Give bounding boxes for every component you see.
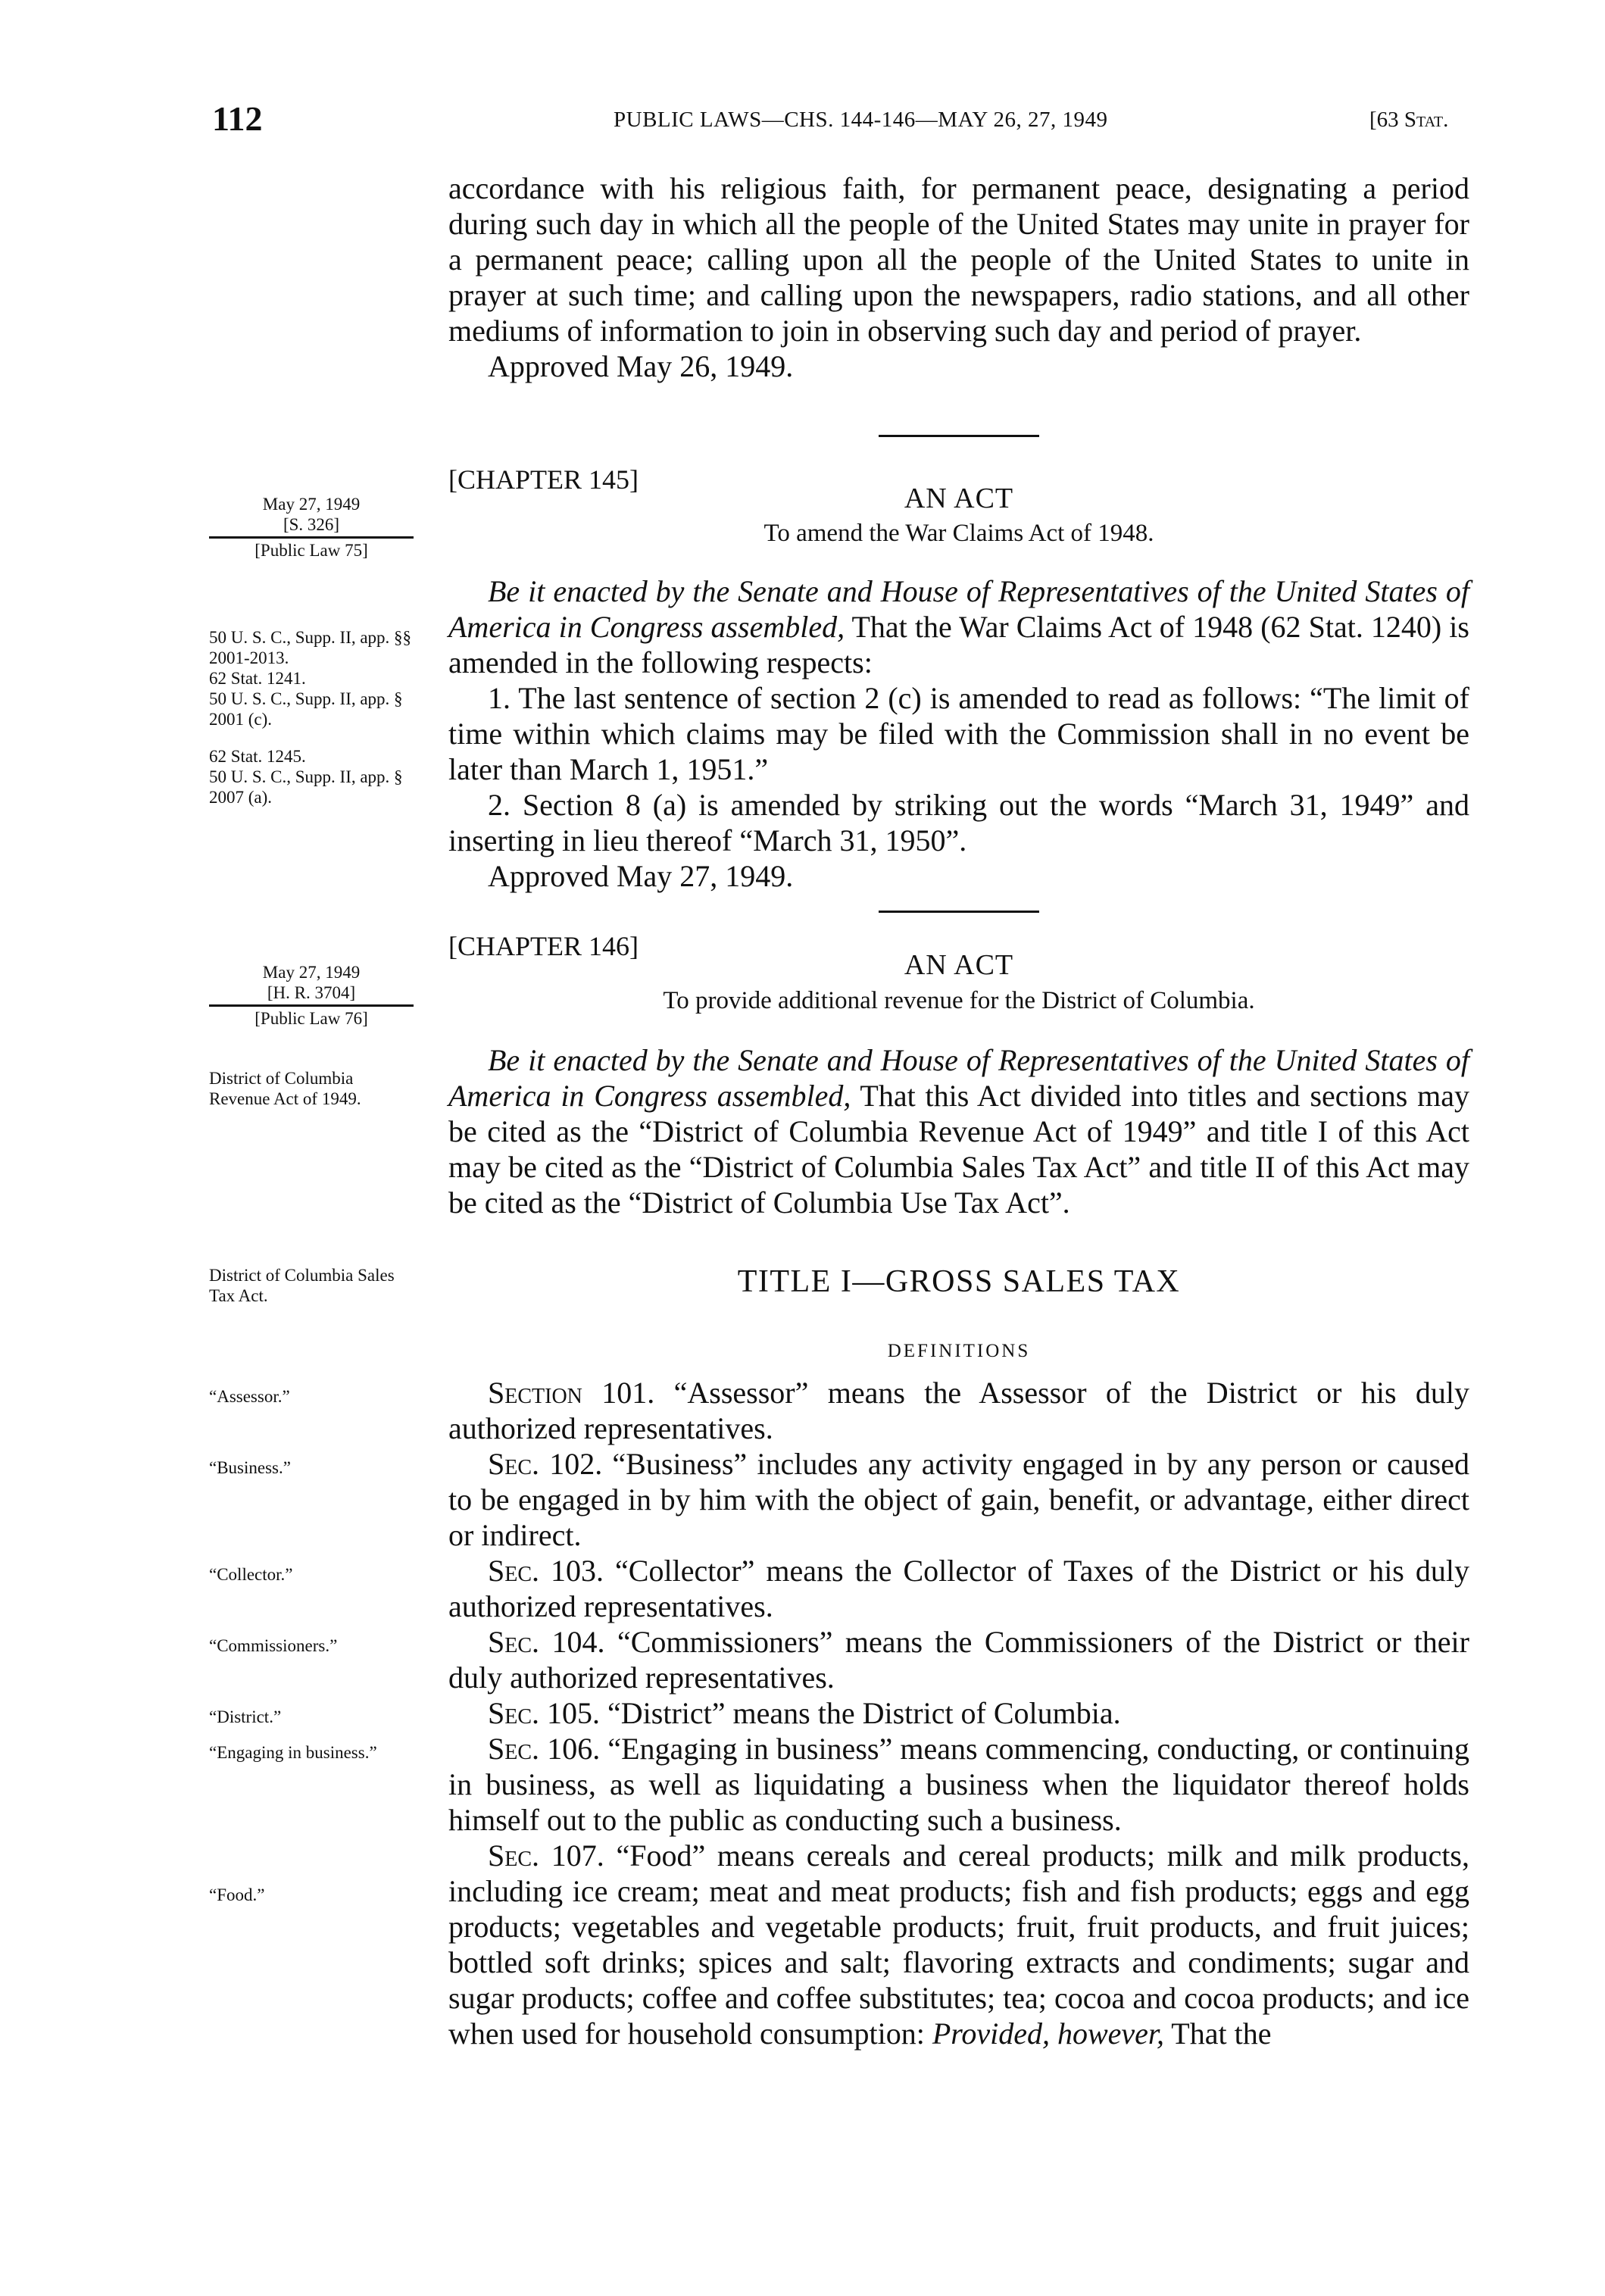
margin-note: District of Columbia Revenue Act of 1949. <box>209 1069 361 1108</box>
enacting-clause: Be it enacted by the Senate and House of Representatives of the United States of America in Congress assembled, That this Act divided into titles and sections may be cited as the “District of Columbia Revenue Act of 1949” and title I of this Act may be cited as the “District of Columbia Sales Tax Act” and title II of this Act may be cited as the “District of Columbia Use Tax Act”. <box>448 1043 1469 1220</box>
section-107: Sec. 107. “Food” means cereals and cereal products; milk and milk products, including ice cream; meat and meat products; fish and fish products; eggs and egg products; vegetables and vegetable products; fruit, fruit products, and fruit juices; bottled soft drinks; spices and salt; flavoring extracts and condiments; sugar and sugar products; coffee and coffee substitutes; tea; cocoa and cocoa products; and ice when used for household consumption: Provided, however, That the <box>448 1838 1469 2051</box>
margin-citations: 50 U. S. C., Supp. II, app. §§ 2001-2013. 62 Stat. 1241. 50 U. S. C., Supp. II, app. § 2001 (c). 62 Stat. 1245. 50 U. S. C., Supp. II, app. § 2007 (a). <box>209 628 412 807</box>
act-purpose: To provide additional revenue for the District of Columbia. <box>663 987 1255 1014</box>
section-102: Sec. 102. “Business” includes any activity engaged in by any person or caused to be engaged in by him with the object of gain, benefit, or advantage, either direct or indirect. <box>448 1447 1469 1552</box>
amendment-item: 1. The last sentence of section 2 (c) is amended to read as follows: “The limit of time within which claims may be filed with the Commission shall in no event be later than March 1, 1951.” <box>448 681 1469 786</box>
enacting-clause: Be it enacted by the Senate and House of Representatives of the United States of America in Congress assembled, That the War Claims Act of 1948 (62 Stat. 1240) is amended in the following respects: <box>448 574 1469 679</box>
running-head: PUBLIC LAWS—CHS. 144-146—MAY 26, 27, 1949 <box>614 108 1108 132</box>
page-number: 112 <box>212 99 263 138</box>
title-heading: TITLE I—GROSS SALES TAX <box>737 1264 1181 1299</box>
an-act-heading: AN ACT <box>904 949 1014 981</box>
an-act-heading: AN ACT <box>904 483 1014 514</box>
margin-note: District of Columbia Sales Tax Act. <box>209 1266 395 1305</box>
margin-note-collector: “Collector.” <box>209 1565 293 1584</box>
margin-note-commissioners: “Commissioners.” <box>209 1636 338 1655</box>
margin-enactment-info: May 27, 1949 [H. R. 3704] [Public Law 76] <box>209 962 414 1029</box>
act-body-145 <box>448 573 1469 894</box>
approval-line: Approved May 27, 1949. <box>488 859 794 893</box>
volume-citation: [63 Stat. <box>1369 108 1449 132</box>
continuation-paragraph: accordance with his religious faith, for permanent peace, designating a period during such day in which all the people of the United States may unite in prayer for a permanent peace; calling upon all the people of the United States to unite in prayer at such time; and calling upon the newspapers, radio stations, and all other mediums of information to join in observing such day and period of prayer. Approved May 26, 1949. <box>448 171 1469 383</box>
chapter-heading: [CHAPTER 145] <box>448 464 639 495</box>
chapter-heading: [CHAPTER 146] <box>448 931 639 961</box>
amendment-item: 2. Section 8 (a) is amended by striking out the words “March 31, 1949” and inserting in lieu thereof “March 31, 1950”. <box>448 788 1469 857</box>
section-104: Sec. 104. “Commissioners” means the Commissioners of the District or their duly authorized representatives. <box>448 1625 1469 1695</box>
margin-enactment-info: May 27, 1949 [S. 326] [Public Law 75] <box>209 494 414 561</box>
margin-note-food: “Food.” <box>209 1885 265 1904</box>
section-101: Section 101. “Assessor” means the Assessor of the District or his duly authorized representatives. <box>448 1376 1469 1445</box>
approval-line: Approved May 26, 1949. <box>488 349 794 383</box>
margin-note-business: “Business.” <box>209 1458 291 1477</box>
act-body-146 <box>448 1042 1469 1220</box>
section-divider <box>879 435 1039 437</box>
margin-note-engaging: “Engaging in business.” <box>209 1743 377 1762</box>
act-purpose: To amend the War Claims Act of 1948. <box>763 520 1154 547</box>
definitions-body <box>448 1375 1469 2051</box>
definitions-heading: DEFINITIONS <box>887 1341 1031 1361</box>
section-106: Sec. 106. “Engaging in business” means commencing, conducting, or continuing in business, as well as liquidating a business when the liquidator thereof holds himself out to the public as conducting such a business. <box>448 1732 1469 1837</box>
section-divider <box>879 911 1039 913</box>
margin-note-district: “District.” <box>209 1707 282 1726</box>
margin-rule <box>209 536 414 539</box>
margin-rule <box>209 1004 414 1007</box>
page-header <box>0 98 1605 144</box>
section-103: Sec. 103. “Collector” means the Collector of Taxes of the District or his duly authorized representatives. <box>448 1554 1469 1623</box>
section-105: Sec. 105. “District” means the District of Columbia. <box>488 1696 1121 1730</box>
margin-note-assessor: “Assessor.” <box>209 1387 290 1406</box>
